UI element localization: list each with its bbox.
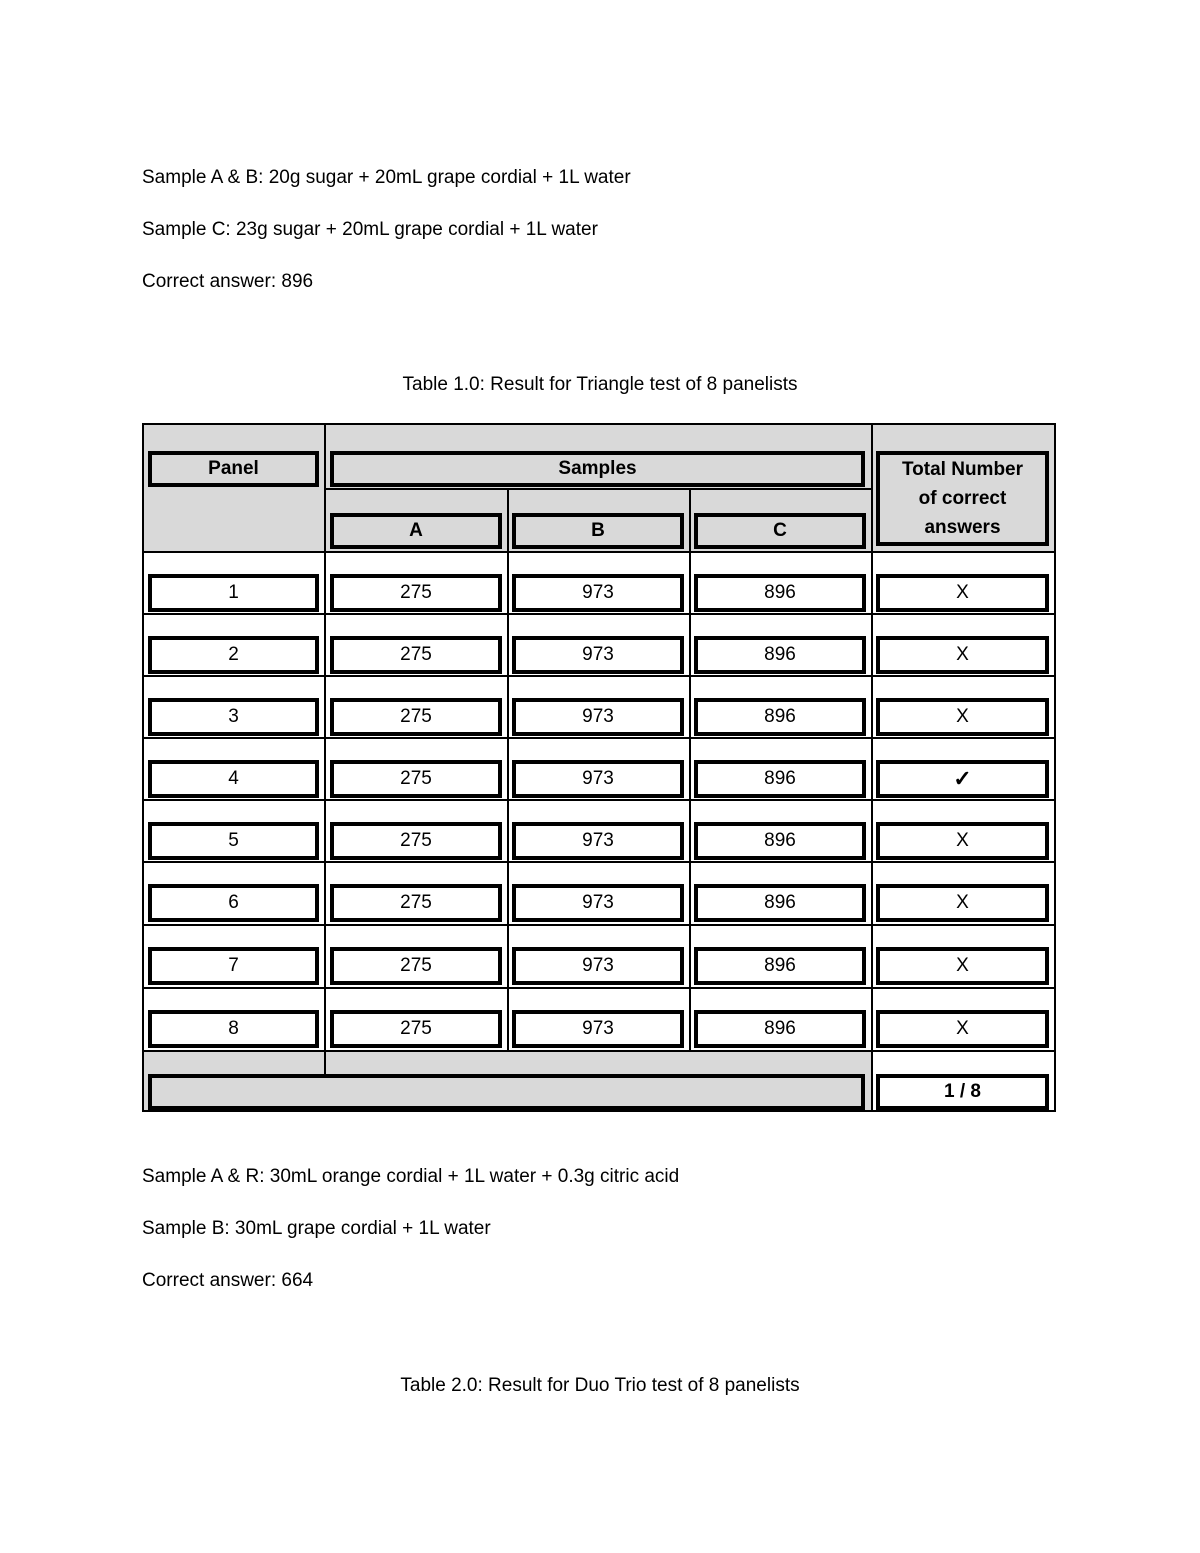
panel-cell: 6	[148, 884, 319, 922]
row-divider	[144, 1050, 1054, 1052]
sample-a-cell: 275	[330, 636, 502, 674]
table2-caption: Table 2.0: Result for Duo Trio test of 8 panelists	[400, 1375, 800, 1396]
sample-a-cell: 275	[330, 760, 502, 798]
sample-a-cell: 275	[330, 698, 502, 736]
sample-c-cell: 896	[694, 822, 866, 860]
sample-a-cell: 275	[330, 884, 502, 922]
total-correct-header: Total Number of correct answers	[876, 451, 1049, 546]
sample-a-cell: 275	[330, 947, 502, 985]
sample-b-cell: 973	[512, 636, 684, 674]
result-cell	[876, 760, 1049, 798]
sample-b-cell: 973	[512, 1010, 684, 1048]
row-divider	[144, 987, 1054, 989]
sample-b-cell: 973	[512, 760, 684, 798]
col-divider	[507, 488, 509, 1050]
correct-answer-1: Correct answer: 896	[142, 271, 314, 292]
sample-ar-description: Sample A & R: 30mL orange cordial + 1L water + 0.3g citric acid	[142, 1166, 680, 1187]
result-cell: X	[876, 698, 1049, 736]
sample-c-description: Sample C: 23g sugar + 20mL grape cordial + 1L water	[142, 219, 598, 240]
panel-cell: 4	[148, 760, 319, 798]
result-cell: X	[876, 822, 1049, 860]
row-divider	[144, 861, 1054, 863]
col-divider	[689, 488, 691, 1050]
sample-a-cell: 275	[330, 1010, 502, 1048]
sample-b-description: Sample B: 30mL grape cordial + 1L water	[142, 1218, 491, 1239]
sample-c-header: C	[694, 513, 866, 549]
result-cell: X	[876, 884, 1049, 922]
triangle-test-table	[142, 423, 1056, 1112]
sample-c-cell: 896	[694, 636, 866, 674]
checkmark-icon: ✓	[953, 766, 972, 791]
panel-cell: 7	[148, 947, 319, 985]
sample-a-header: A	[330, 513, 502, 549]
sample-b-cell: 973	[512, 822, 684, 860]
sample-c-cell: 896	[694, 947, 866, 985]
sample-c-cell: 896	[694, 884, 866, 922]
result-cell: X	[876, 1010, 1049, 1048]
row-divider	[144, 675, 1054, 677]
samples-header: Samples	[330, 451, 865, 487]
panel-header: Panel	[148, 451, 319, 487]
panel-cell: 1	[148, 574, 319, 612]
row-divider	[144, 551, 1054, 553]
result-cell: X	[876, 574, 1049, 612]
sample-c-cell: 896	[694, 1010, 866, 1048]
row-divider	[144, 799, 1054, 801]
sample-b-cell: 973	[512, 698, 684, 736]
row-divider	[144, 613, 1054, 615]
samples-divider	[326, 488, 871, 490]
table1-caption: Table 1.0: Result for Triangle test of 8 panelists	[402, 374, 798, 395]
sample-c-cell: 896	[694, 760, 866, 798]
panel-cell: 8	[148, 1010, 319, 1048]
total-correct-value: 1 / 8	[876, 1074, 1049, 1110]
col-divider	[871, 425, 873, 1110]
col-divider	[324, 425, 326, 1110]
sample-ab-description: Sample A & B: 20g sugar + 20mL grape cordial + 1L water	[142, 167, 631, 188]
result-cell: X	[876, 636, 1049, 674]
panel-cell: 2	[148, 636, 319, 674]
sample-c-cell: 896	[694, 698, 866, 736]
sample-b-cell: 973	[512, 574, 684, 612]
result-cell: X	[876, 947, 1049, 985]
correct-answer-2: Correct answer: 664	[142, 1270, 314, 1291]
sample-c-cell: 896	[694, 574, 866, 612]
row-divider	[144, 737, 1054, 739]
panel-cell: 3	[148, 698, 319, 736]
sample-b-cell: 973	[512, 884, 684, 922]
sample-b-header: B	[512, 513, 684, 549]
row-divider	[144, 924, 1054, 926]
sample-a-cell: 275	[330, 822, 502, 860]
sample-a-cell: 275	[330, 574, 502, 612]
panel-cell: 5	[148, 822, 319, 860]
sample-b-cell: 973	[512, 947, 684, 985]
footer-empty-box	[148, 1074, 865, 1110]
